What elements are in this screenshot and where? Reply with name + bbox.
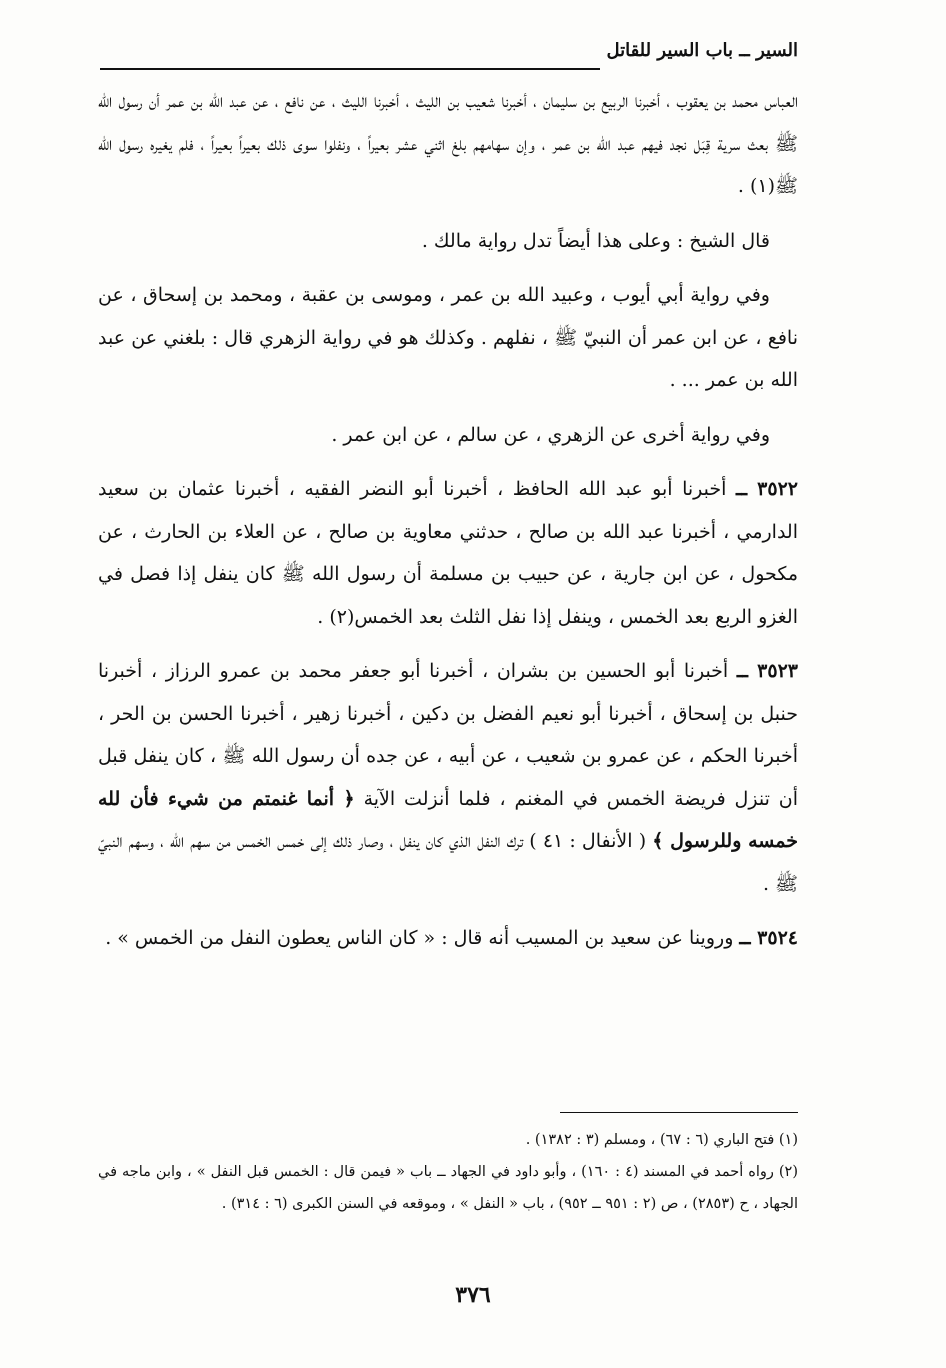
hadith-3524 (98, 917, 798, 960)
paragraph-2: قال الشيخ : وعلى هذا أيضاً تدل رواية مالك . (421, 229, 770, 252)
footnote-2: (٢) رواه أحمد في المسند (٤ : ١٦٠) ، وأبو داود في الجهاد ــ باب « فيمن قال : الخمس قبل النفل » ، وابن ماجه في الجهاد ، ح (٢٨٥٣) ، ص (٢ : ٩٥١ ــ ٩٥٢) ، باب « النفل » ، وموقعه في السنن الكبرى (٦ : ٣١٤) . (98, 1164, 799, 1212)
hadith-3522 (98, 468, 798, 638)
paragraph-3: وفي رواية أبي أيوب ، وعبيد الله بن عمر ، وموسى بن عقبة ، ومحمد بن إسحاق ، عن نافع ، عن ابن عمر أن النبيّ ﷺ ، نفلهم . وكذلك هو في رواية الزهري قال : بلغني عن عبد الله بن عمر ... . (98, 284, 798, 391)
hadith-text: وروينا عن سعيد بن المسيب أنه قال : « كان الناس يعطون النفل من الخمس » . (105, 927, 734, 949)
hadith-number: ٣٥٢٤ ــ (739, 927, 798, 949)
running-header (100, 40, 798, 74)
header-rule (100, 68, 600, 70)
footnote-rule (560, 1112, 798, 1113)
quran-verse: ﴿ أنما غنمتم من شيء فأن لله خمسه وللرسول ﴾ (98, 787, 798, 852)
footnote-1: (١) فتح الباري (٦ : ٦٧) ، ومسلم (٣ : ١٣٨٢) . (525, 1132, 798, 1148)
hadith-text-continued: ( الأنفال : ٤١ ) ترك النفل الذي كان ينفل ، وصار ذلك إلى خمس الخمس من سهم الله ، وسهم النبيّ ﷺ . (98, 830, 798, 895)
main-text (98, 80, 798, 972)
hadith-number: ٣٥٢٣ ــ (736, 660, 798, 682)
page-number: ٣٧٦ (455, 1282, 491, 1308)
paragraph-4: وفي رواية أخرى عن الزهري ، عن سالم ، عن ابن عمر . (331, 423, 770, 446)
hadith-3523 (98, 650, 798, 905)
hadith-text: أخبرنا أبو عبد الله الحافظ ، أخبرنا أبو النضر الفقيه ، أخبرنا عثمان بن سعيد الدارمي ، أخبرنا عبد الله بن صالح ، حدثني معاوية بن صالح ، عن العلاء بن الحارث ، عن مكحول ، عن ابن جارية ، عن حبيب بن مسلمة أن رسول الله ﷺ كان ينفل إذا فصل في الغزو الربع بعد الخمس ، وينفل إذا نفل الثلث بعد الخمس(٢) . (98, 478, 798, 628)
header-title: السير ــ باب السير للقاتل (606, 40, 798, 61)
hadith-text: أخبرنا أبو الحسين بن بشران ، أخبرنا أبو جعفر محمد بن عمرو الرزاز ، أخبرنا حنبل بن إسحاق ، أخبرنا أبو نعيم الفضل بن دكين ، أخبرنا زهير ، أخبرنا الحسن بن الحر ، أخبرنا الحكم ، عن عمرو بن شعيب ، عن أبيه ، عن جده أن رسول الله ﷺ ، كان ينفل قبل أن تنزل فريضة الخمس في المغنم ، فلما أنزلت الآية (98, 660, 798, 810)
paragraph-1: العباس محمد بن يعقوب ، أخبرنا الربيع بن سليمان ، أخبرنا شعيب بن الليث ، أخبرنا الليث ، عن نافع ، عن عبد الله بن عمر أن رسول الله ﷺ بعث سرية قِبَل نجد فيهم عبد الله بن عمر ، وإن سهامهم بلغ اثني عشر بعيراً ، ونفلوا سوى ذلك بعيراً بعيراً ، فلم يغيره رسول الله ﷺ(١) . (98, 90, 798, 197)
hadith-number: ٣٥٢٢ ــ (735, 478, 798, 500)
footnotes (98, 1124, 798, 1220)
